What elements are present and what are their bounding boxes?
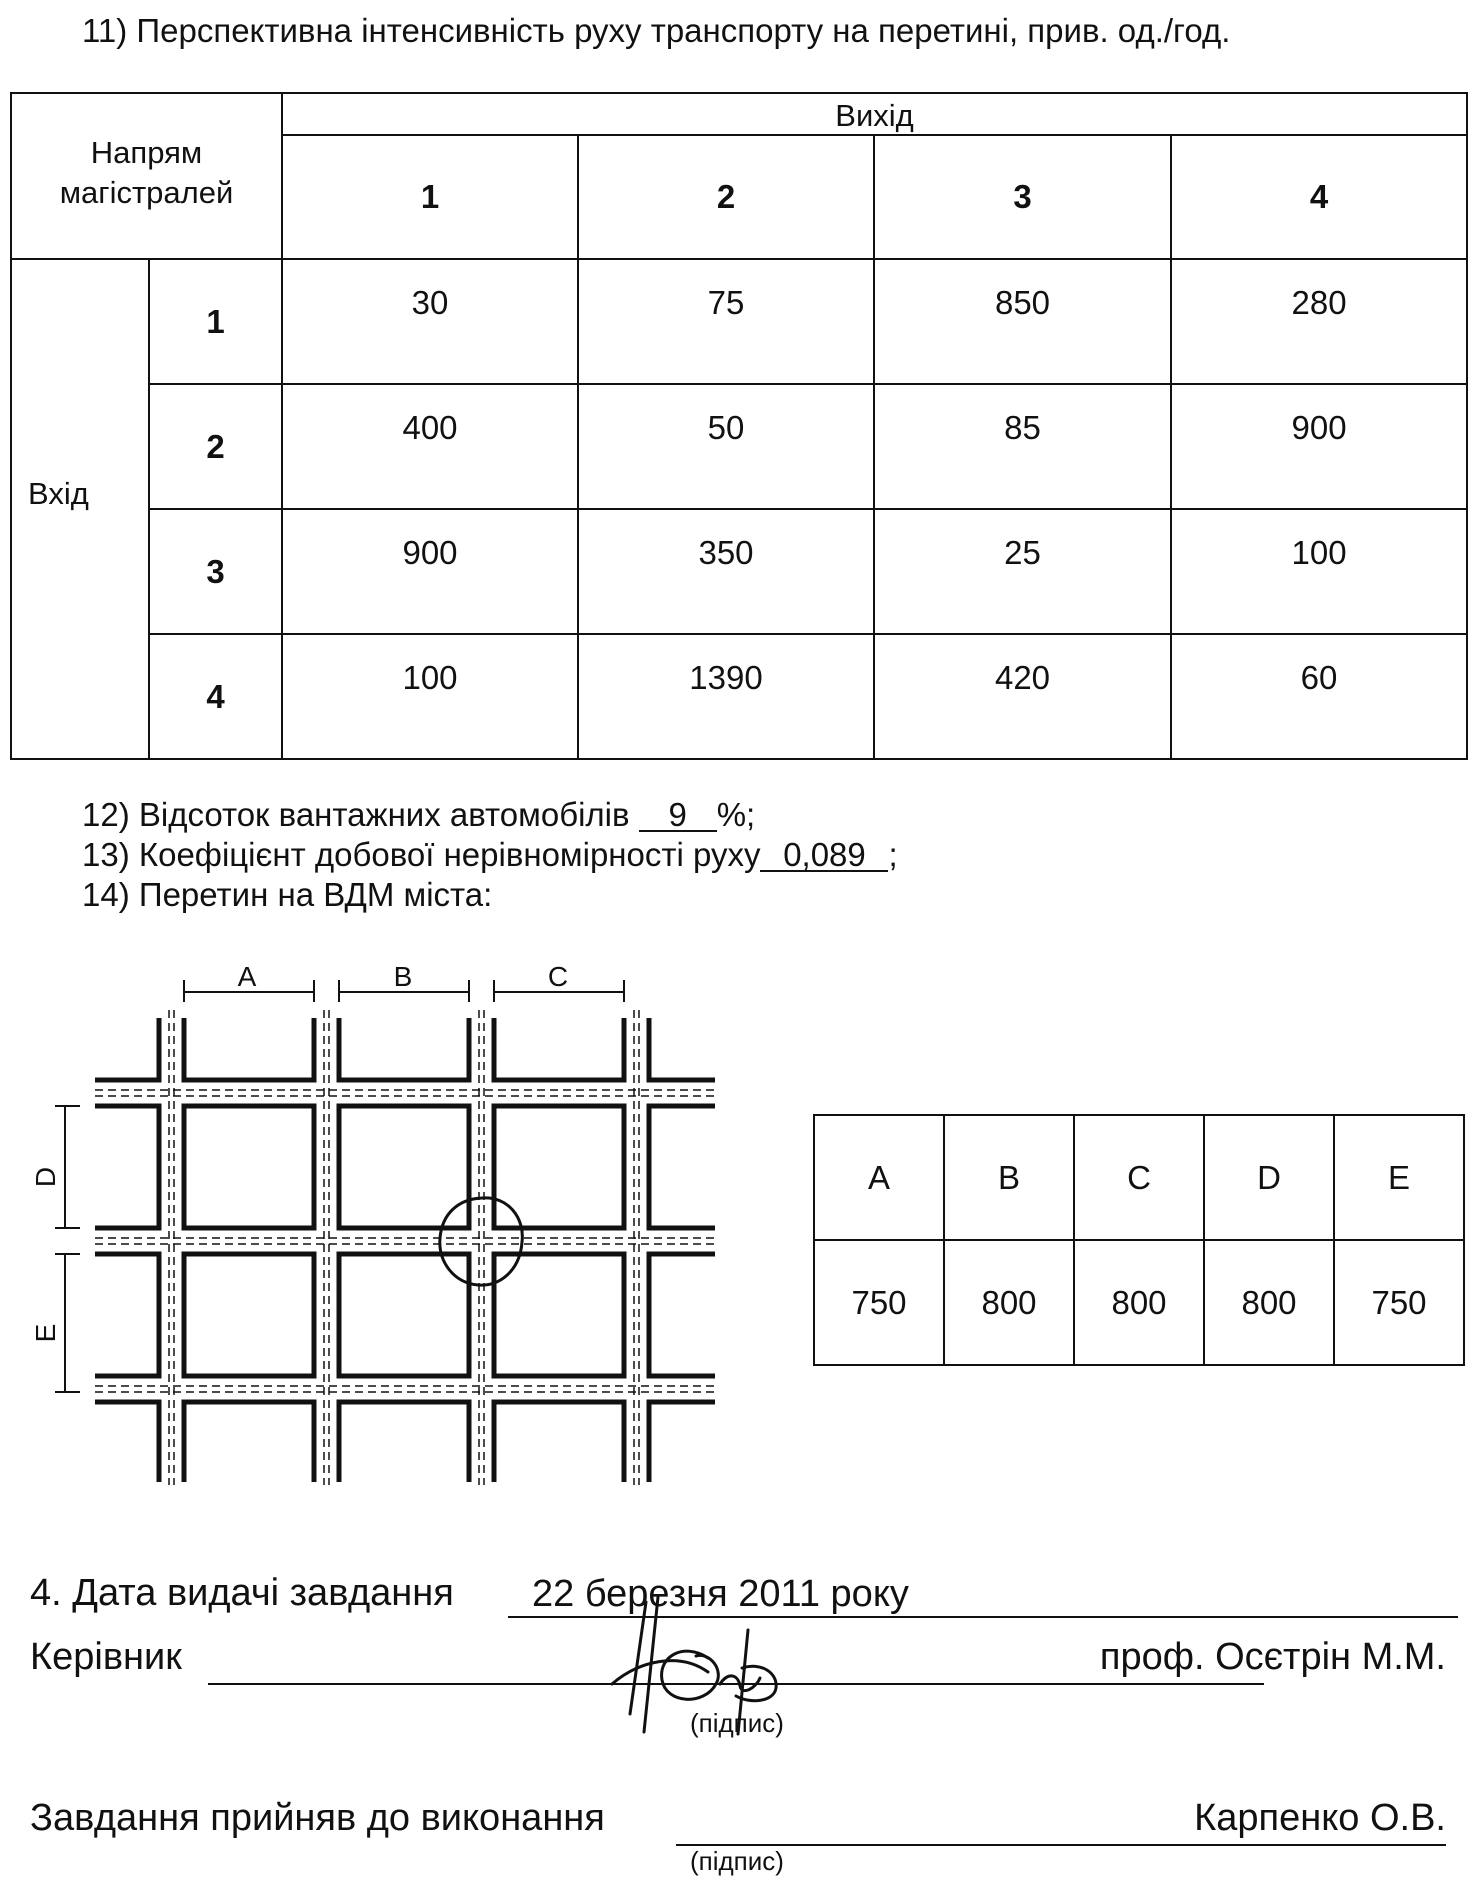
exit-col-header: 4 [1171,135,1467,259]
accepted-name: Карпенко О.В. [1194,1797,1446,1839]
supervisor-signature-caption: (підпис) [690,1708,784,1738]
item-12: 12) Відсоток вантажних автомобілів 9 %; [82,796,756,833]
entry-header: Вхід [11,259,149,759]
distance-value: 750 [814,1240,944,1365]
table-cell: 75 [578,259,874,384]
table-cell: 420 [874,634,1171,759]
exit-col-header: 3 [874,135,1171,259]
distance-header: B [944,1115,1074,1240]
block-distances-table [813,1114,1465,1366]
road-network-diagram [0,940,760,1520]
supervisor-name: проф. Осєтрін М.М. [1099,1636,1446,1678]
table-cell: 850 [874,259,1171,384]
table-cell: 50 [578,384,874,509]
exit-col-header: 1 [282,135,578,259]
table-cell: 25 [874,509,1171,634]
distance-header: D [1204,1115,1334,1240]
road-edges [95,1018,715,1482]
distance-value: 800 [944,1240,1074,1365]
accepted-signature-caption: (підпис) [690,1846,784,1876]
entry-row-label: 4 [149,634,282,759]
table-cell: 85 [874,384,1171,509]
exit-col-header: 2 [578,135,874,259]
item-13: 13) Коефіцієнт добової нерівномірності руху 0,089 ; [82,836,898,873]
distance-value: 750 [1334,1240,1464,1365]
selected-intersection-marker [440,1198,523,1285]
distance-value: 800 [1074,1240,1204,1365]
entry-row-label: 1 [149,259,282,384]
truck-percent-value: 9 [639,800,717,832]
table-cell: 60 [1171,634,1467,759]
distance-value: 800 [1204,1240,1334,1365]
dimension-label-c: C [547,961,569,992]
dimension-label-a: A [237,961,257,992]
table-cell: 900 [1171,384,1467,509]
dimension-label-b: B [393,961,413,992]
exit-header: Вихід [282,93,1467,135]
issue-date-label: 4. Дата видачі завдання [30,1572,454,1614]
accepted-label: Завдання прийняв до виконання [30,1797,605,1839]
entry-row-label: 3 [149,509,282,634]
table-cell: 280 [1171,259,1467,384]
table-cell: 400 [282,384,578,509]
table-cell: 900 [282,509,578,634]
dimension-label-e: E [30,1323,61,1343]
table-cell: 100 [1171,509,1467,634]
nonuniformity-coefficient-value: 0,089 [760,840,888,872]
table-cell: 350 [578,509,874,634]
issue-date-value: 22 березня 2011 року [508,1572,1458,1618]
item-11-heading: 11) Перспективна інтенсивність руху транспорту на перетині, прив. од./год. [82,12,1231,49]
distance-header: A [814,1115,944,1240]
distance-header: E [1334,1115,1464,1240]
table-cell: 30 [282,259,578,384]
accepted-signature-line [676,1844,1446,1846]
entry-row-label: 2 [149,384,282,509]
dimension-label-d: D [30,1166,61,1188]
table-cell: 100 [282,634,578,759]
distance-header: C [1074,1115,1204,1240]
supervisor-signature [600,1592,790,1742]
item-14: 14) Перетин на ВДМ міста: [82,876,493,913]
supervisor-label: Керівник [30,1636,182,1678]
table-cell: 1390 [578,634,874,759]
traffic-intensity-table [10,92,1468,760]
direction-header: Напрям магістралей [11,93,282,259]
parameters-list [82,795,898,915]
